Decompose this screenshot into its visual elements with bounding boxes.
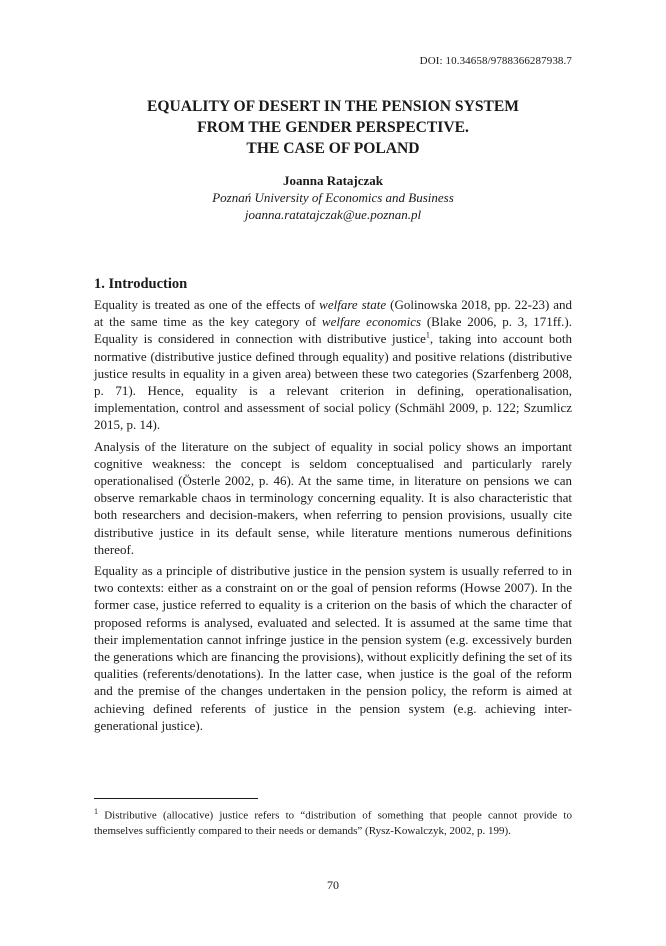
text-run: , taking into account both normative (distributive justice defined through equality) and positive relations (distributive justice results in equality in a given area) between these two categories (Szarfenberg 2008, p. 71). Hence, equality is a relevant criterion in defining, operationalisation, implementation, control and assessment of social policy (Schmähl 2009, p. 122; Szumlicz 2015, p. 14). (94, 331, 572, 433)
footnote-marker: 1 (94, 807, 98, 816)
footnote-text: Distributive (allocative) justice refers to “distribution of something that people cannot provide to themselves sufficiently compared to their needs or demands” (Rysz-Kowalczyk, 2002, p. 199). (94, 809, 572, 838)
author-block (94, 172, 572, 223)
paragraph: Analysis of the literature on the subject of equality in social policy shows an important cognitive weakness: the concept is seldom conceptualised and particularly rarely operationalised (Österle 2002, p. 46). At the same time, in literature on pensions we can observe remarkable chaos in terminology concerning equality. It is also characteristic that both researchers and decision-makers, when referring to pension provisions, usually cite distributive justice in its default sense, while literature mentions numerous definitions thereof. (94, 438, 572, 557)
italic-term: welfare state (319, 297, 387, 312)
doi-line: DOI: 10.34658/9788366287938.7 (419, 55, 572, 67)
author-email: joanna.ratatajczak@ue.poznan.pl (244, 207, 422, 222)
text-run: (Blake 2006, p. 3, 171ff.). Equality is considered in connection with distributive justice (94, 314, 572, 347)
paragraph (94, 296, 572, 434)
title-line: THE CASE OF POLAND (246, 140, 420, 157)
text-run: Equality is treated as one of the effects of (94, 297, 320, 312)
paragraph: Equality as a principle of distributive justice in the pension system is usually referred to in two contexts: either as a constraint on or the goal of pension reforms (Howse 2007). In the former case, justice referred to equality is a criterion on the basis of which the character of proposed reforms is analysed, evaluated and selected. It is assumed at the same time that their implementation cannot infringe justice in the pension system (e.g. excessively burden the generations which are financing the provisions), without explicitly defining the set of its qualities (referents/denotations). In the latter case, when justice is the goal of the reform and the premise of the changes undertaken in the pension policy, the reform is aimed at achieving defined referents of justice in the pension system (e.g. achieving inter-generational justice). (94, 563, 572, 733)
body-text (94, 296, 572, 738)
text-run: (Golinowska 2018, pp. 22-23) and at the same time as the key category of (94, 297, 572, 330)
footnote-separator (94, 798, 258, 799)
footnote (94, 804, 572, 840)
italic-term: welfare economics (321, 314, 422, 330)
author-name: Joanna Ratajczak (282, 173, 384, 188)
page-number: 70 (327, 878, 339, 892)
paper-title (94, 96, 572, 159)
section-heading: 1. Introduction (94, 276, 188, 292)
footnote-reference[interactable]: 1 (425, 331, 430, 341)
author-affiliation: Poznań University of Economics and Business (212, 190, 454, 205)
title-line: FROM THE GENDER PERSPECTIVE. (197, 119, 469, 136)
title-line: EQUALITY OF DESERT IN THE PENSION SYSTEM (146, 98, 520, 115)
